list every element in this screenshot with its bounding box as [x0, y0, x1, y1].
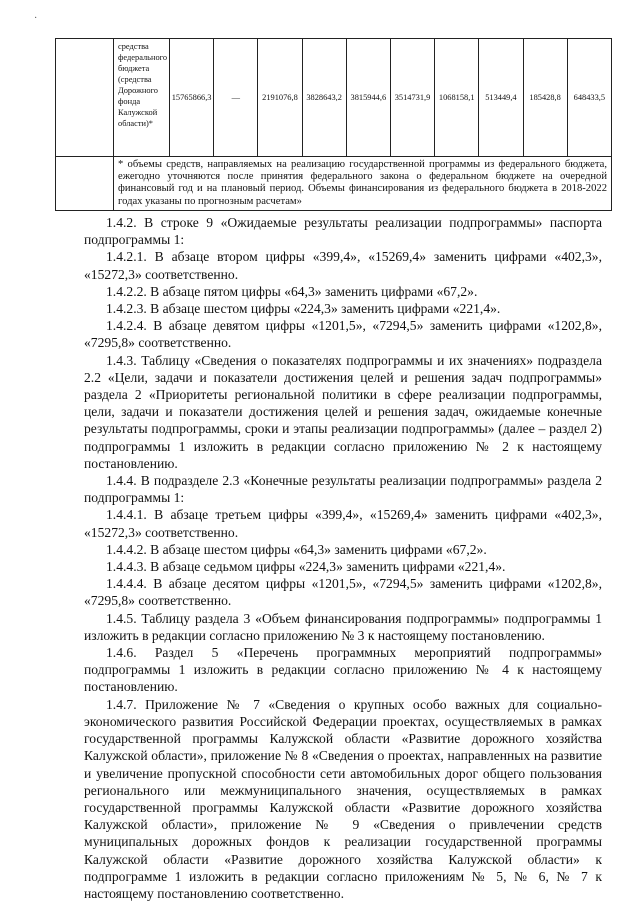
table-footnote: * объемы средств, направляемых на реализацию государственной программы из федерального бюджета, ежегодно уточняются после принятия федерального закона о федеральном бюджете на очередной финансовый год и на плановый период. Объемы финансирования из федерального бюджета в 2018-2022 годах указаны по прогнозным расчетам» [114, 157, 612, 211]
paragraph: 1.4.2.1. В абзаце втором цифры «399,4», «15269,4» заменить цифрами «402,3», «15272,3» соответственно. [84, 249, 602, 282]
paragraph: 1.4.2.3. В абзаце шестом цифры «224,3» заменить цифрами «221,4». [106, 301, 501, 317]
table-cell-value: 648433,5 [567, 39, 611, 157]
paragraph: 1.4.2.4. В абзаце девятом цифры «1201,5», «7294,5» заменить цифрами «1202,8», «7295,8» соответственно. [84, 318, 602, 351]
document-body [84, 214, 602, 902]
table-cell-empty [56, 157, 114, 211]
table-cell-value: 1068158,1 [435, 39, 479, 157]
paragraph: 1.4.3. Таблицу «Сведения о показателях подпрограммы и их значениях» подраздела 2.2 «Цели, задачи и показатели достижения целей и решения задач подпрограммы» раздела 2 «Приоритеты региональной политики в сфере реализации подпрограммы, цели, задачи и показатели достижения целей и решения задач, ожидаемые конечные результаты подпрограммы, сроки и этапы реализации подпрограммы» (далее – раздел 2) подпрограммы 1 изложить в редакции согласно приложению № 2 к настоящему постановлению. [84, 352, 602, 471]
financing-table [55, 38, 612, 211]
table-cell-value: 3828643,2 [302, 39, 346, 157]
paragraph: 1.4.4.2. В абзаце шестом цифры «64,3» заменить цифрами «67,2». [106, 541, 487, 557]
table-cell-value: 185428,8 [523, 39, 567, 157]
table-cell-value: 3815944,6 [346, 39, 390, 157]
table-cell-value: — [214, 39, 258, 157]
table-cell-source: средства федерального бюджета (средства Дорожного фонда Калужской области)* [114, 39, 170, 157]
paragraph: 1.4.6. Раздел 5 «Перечень программных мероприятий подпрограммы» подпрограммы 1 изложить в редакции согласно приложению № 4 к настоящему постановлению. [84, 645, 602, 695]
paragraph: 1.4.4.3. В абзаце седьмом цифры «224,3» заменить цифрами «221,4». [106, 559, 506, 575]
paragraph: 1.4.4. В подразделе 2.3 «Конечные результаты реализации подпрограммы» раздела 2 подпрограммы 1: [84, 473, 602, 506]
table-row [56, 157, 612, 211]
paragraph: 1.4.2.2. В абзаце пятом цифры «64,3» заменить цифрами «67,2». [106, 283, 478, 299]
paragraph: 1.4.7. Приложение № 7 «Сведения о крупных особо важных для социально-экономического развития Российской Федерации проектах, осуществляемых в рамках государственной программы Калужской области «Развитие дорожного хозяйства Калужской области», приложение № 8 «Сведения о проектах, направленных на развитие и увеличение пропускной способности сети автомобильных дорог общего пользования регионального или межмуниципального значения, осуществляемых в рамках государственной программы Калужской области «Развитие дорожного хозяйства Калужской области», приложение № 9 «Сведения о привлечении средств муниципальных дорожных фондов к реализации государственной программы Калужской области «Развитие дорожного хозяйства Калужской области» к подпрограмме 1 изложить в редакции согласно приложениям № 5, № 6, № 7 к настоящему постановлению соответственно. [84, 696, 602, 901]
paragraph: 1.4.4.4. В абзаце десятом цифры «1201,5», «7294,5» заменить цифрами «1202,8», «7295,8» соответственно. [84, 576, 602, 609]
paragraph: 1.4.2. В строке 9 «Ожидаемые результаты реализации подпрограммы» паспорта подпрограммы 1: [84, 215, 602, 248]
paragraph: 1.4.5. Таблицу раздела 3 «Объем финансирования подпрограммы» подпрограммы 1 изложить в редакции согласно приложению № 3 к настоящему постановлению. [84, 610, 602, 643]
table-cell-empty [56, 39, 114, 157]
table-row [56, 39, 612, 157]
table-cell-value: 3514731,9 [390, 39, 434, 157]
scan-speck: · [34, 13, 38, 24]
paragraph: 1.4.4.1. В абзаце третьем цифры «399,4», «15269,4» заменить цифрами «402,3», «15272,3» соответственно. [84, 507, 602, 540]
table-cell-value: 2191076,8 [258, 39, 302, 157]
table-cell-value: 15765866,3 [170, 39, 214, 157]
table-cell-value: 513449,4 [479, 39, 523, 157]
